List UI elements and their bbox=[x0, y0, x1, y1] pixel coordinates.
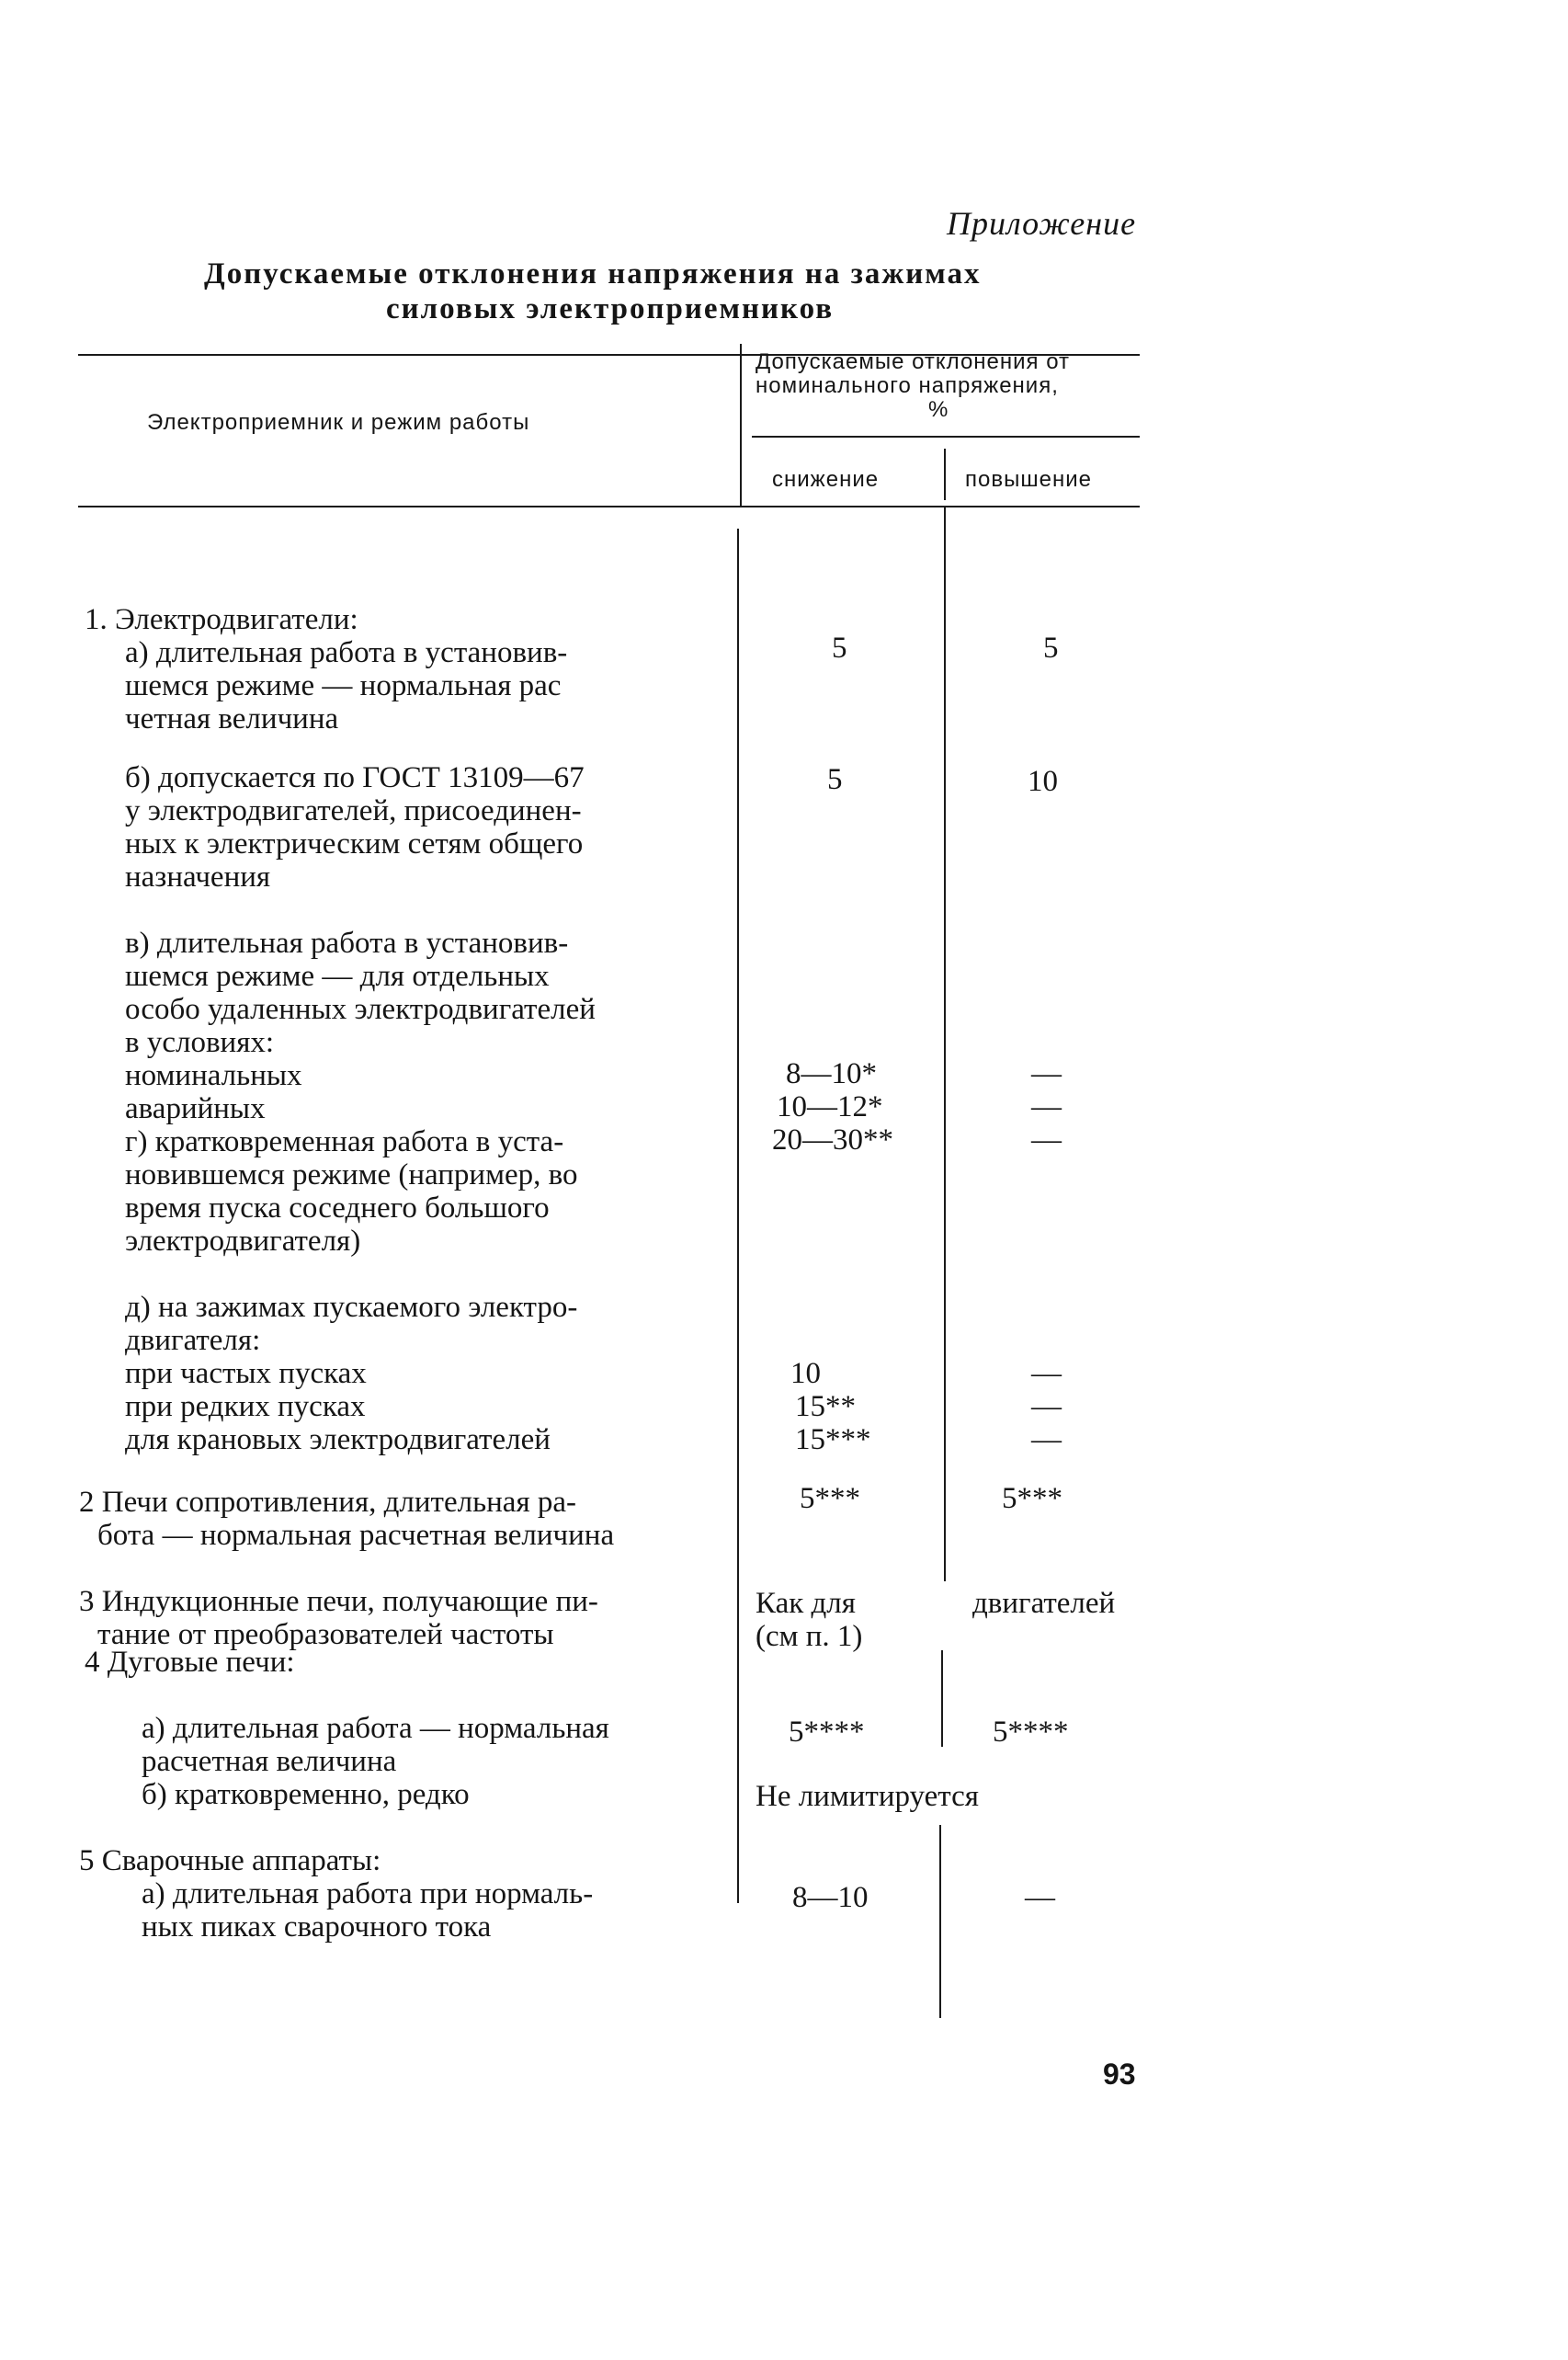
page-number: 93 bbox=[1103, 2058, 1136, 2091]
row1v-line2: шемся режиме — для отдельных bbox=[125, 960, 550, 993]
row1d-crane-increase: — bbox=[1031, 1423, 1062, 1456]
body-column-divider-middle-upper bbox=[944, 506, 946, 1581]
row1b-decrease-value: 5 bbox=[827, 763, 843, 796]
row1a-decrease-value: 5 bbox=[832, 632, 847, 665]
row5a-decrease-value: 8—10 bbox=[792, 1881, 869, 1914]
body-column-divider-middle-bottom bbox=[939, 1825, 941, 2018]
table-title-line1: Допускаемые отклонения напряжения на зажимах bbox=[204, 257, 982, 291]
body-column-divider-left bbox=[737, 529, 739, 1903]
row1a-line2: шемся режиме — нормальная рас bbox=[125, 669, 562, 702]
row1d-line1: д) на зажимах пускаемого электро- bbox=[125, 1291, 578, 1324]
row2-decrease-value: 5*** bbox=[800, 1482, 860, 1515]
column-group-header-line2: номинального напряжения, bbox=[756, 373, 1059, 398]
row3-value-left-line2: (см п. 1) bbox=[756, 1620, 863, 1653]
row1b-line1: б) допускается по ГОСТ 13109—67 bbox=[125, 761, 585, 794]
subheader-rule bbox=[752, 436, 1140, 438]
body-column-divider-middle-lower bbox=[941, 1650, 943, 1747]
row4-title: 4 Дуговые печи: bbox=[85, 1646, 295, 1679]
row1v-line4: в условиях: bbox=[125, 1026, 275, 1059]
row1v-emergency-increase: — bbox=[1031, 1090, 1062, 1123]
row2-line1: 2 Печи сопротивления, длительная ра- bbox=[79, 1486, 577, 1519]
row1g-line1: г) кратковременная работа в уста- bbox=[125, 1125, 564, 1158]
row1-title: 1. Электродвигатели: bbox=[85, 603, 358, 636]
column-group-header-line1: Допускаемые отклонения от bbox=[756, 349, 1071, 374]
row1b-line4: назначения bbox=[125, 861, 271, 894]
subheader-column-divider bbox=[944, 449, 946, 500]
row4b-line1: б) кратковременно, редко bbox=[142, 1778, 470, 1811]
row1a-line1: а) длительная работа в установив- bbox=[125, 636, 568, 669]
header-column-divider bbox=[740, 344, 742, 506]
row4b-value: Не лимитируется bbox=[756, 1780, 979, 1813]
row3-value-left-line1: Как для bbox=[756, 1587, 856, 1620]
appendix-label: Приложение bbox=[947, 205, 1137, 242]
row2-line2: бота — нормальная расчетная величина bbox=[97, 1519, 615, 1552]
row1d-rare-decrease: 15** bbox=[795, 1390, 856, 1423]
row1b-line2: у электродвигателей, присоединен- bbox=[125, 794, 582, 827]
row1d-frequent-decrease: 10 bbox=[790, 1357, 821, 1390]
row1v-emergency-decrease: 10—12* bbox=[777, 1090, 883, 1123]
row3-value-right: двигателей bbox=[972, 1587, 1116, 1620]
table-title-line2: силовых электроприемников bbox=[386, 292, 835, 325]
row1g-line3: время пуска соседнего большого bbox=[125, 1191, 550, 1225]
row1v-nominal-label: номинальных bbox=[125, 1059, 302, 1092]
row1d-crane-decrease: 15*** bbox=[795, 1423, 871, 1456]
row5a-line2: ных пиках сварочного тока bbox=[142, 1910, 492, 1944]
row5a-increase-value: — bbox=[1025, 1881, 1055, 1914]
row1g-increase-value: — bbox=[1031, 1123, 1062, 1157]
row5-title: 5 Сварочные аппараты: bbox=[79, 1844, 381, 1877]
row1d-frequent-increase: — bbox=[1031, 1357, 1062, 1390]
column-group-header-line3: % bbox=[928, 397, 949, 422]
row4a-line2: расчетная величина bbox=[142, 1745, 397, 1778]
row5a-line1: а) длительная работа при нормаль- bbox=[142, 1877, 594, 1910]
row4a-decrease-value: 5**** bbox=[789, 1716, 865, 1749]
row2-increase-value: 5*** bbox=[1002, 1482, 1062, 1515]
row1v-line3: особо удаленных электродвигателей bbox=[125, 993, 596, 1026]
row1g-line4: электродвигателя) bbox=[125, 1225, 361, 1258]
column-header-receiver: Электроприемник и режим работы bbox=[147, 410, 530, 435]
row1g-decrease-value: 20—30** bbox=[772, 1123, 893, 1157]
row3-line1: 3 Индукционные печи, получающие пи- bbox=[79, 1585, 598, 1618]
header-bottom-rule bbox=[78, 506, 1140, 507]
row4a-line1: а) длительная работа — нормальная bbox=[142, 1712, 609, 1745]
row1g-line2: новившемся режиме (например, во bbox=[125, 1158, 578, 1191]
row1d-crane-label: для крановых электродвигателей bbox=[125, 1423, 551, 1456]
row1b-line3: ных к электрическим сетям общего bbox=[125, 827, 584, 861]
subheader-increase: повышение bbox=[965, 467, 1092, 492]
row1b-increase-value: 10 bbox=[1028, 765, 1058, 798]
row1d-rare-label: при редких пусках bbox=[125, 1390, 366, 1423]
row1v-nominal-decrease: 8—10* bbox=[786, 1057, 877, 1090]
subheader-decrease: снижение bbox=[772, 467, 880, 492]
row1v-line1: в) длительная работа в установив- bbox=[125, 927, 569, 960]
row1d-frequent-label: при частых пусках bbox=[125, 1357, 367, 1390]
row1d-rare-increase: — bbox=[1031, 1390, 1062, 1423]
row1a-line3: четная величина bbox=[125, 702, 339, 735]
row1v-nominal-increase: — bbox=[1031, 1057, 1062, 1090]
row1v-emergency-label: аварийных bbox=[125, 1092, 266, 1125]
row1d-line2: двигателя: bbox=[125, 1324, 261, 1357]
row1a-increase-value: 5 bbox=[1043, 632, 1059, 665]
row4a-increase-value: 5**** bbox=[993, 1716, 1069, 1749]
row3-line2: тание от преобразователей частоты bbox=[97, 1618, 554, 1651]
